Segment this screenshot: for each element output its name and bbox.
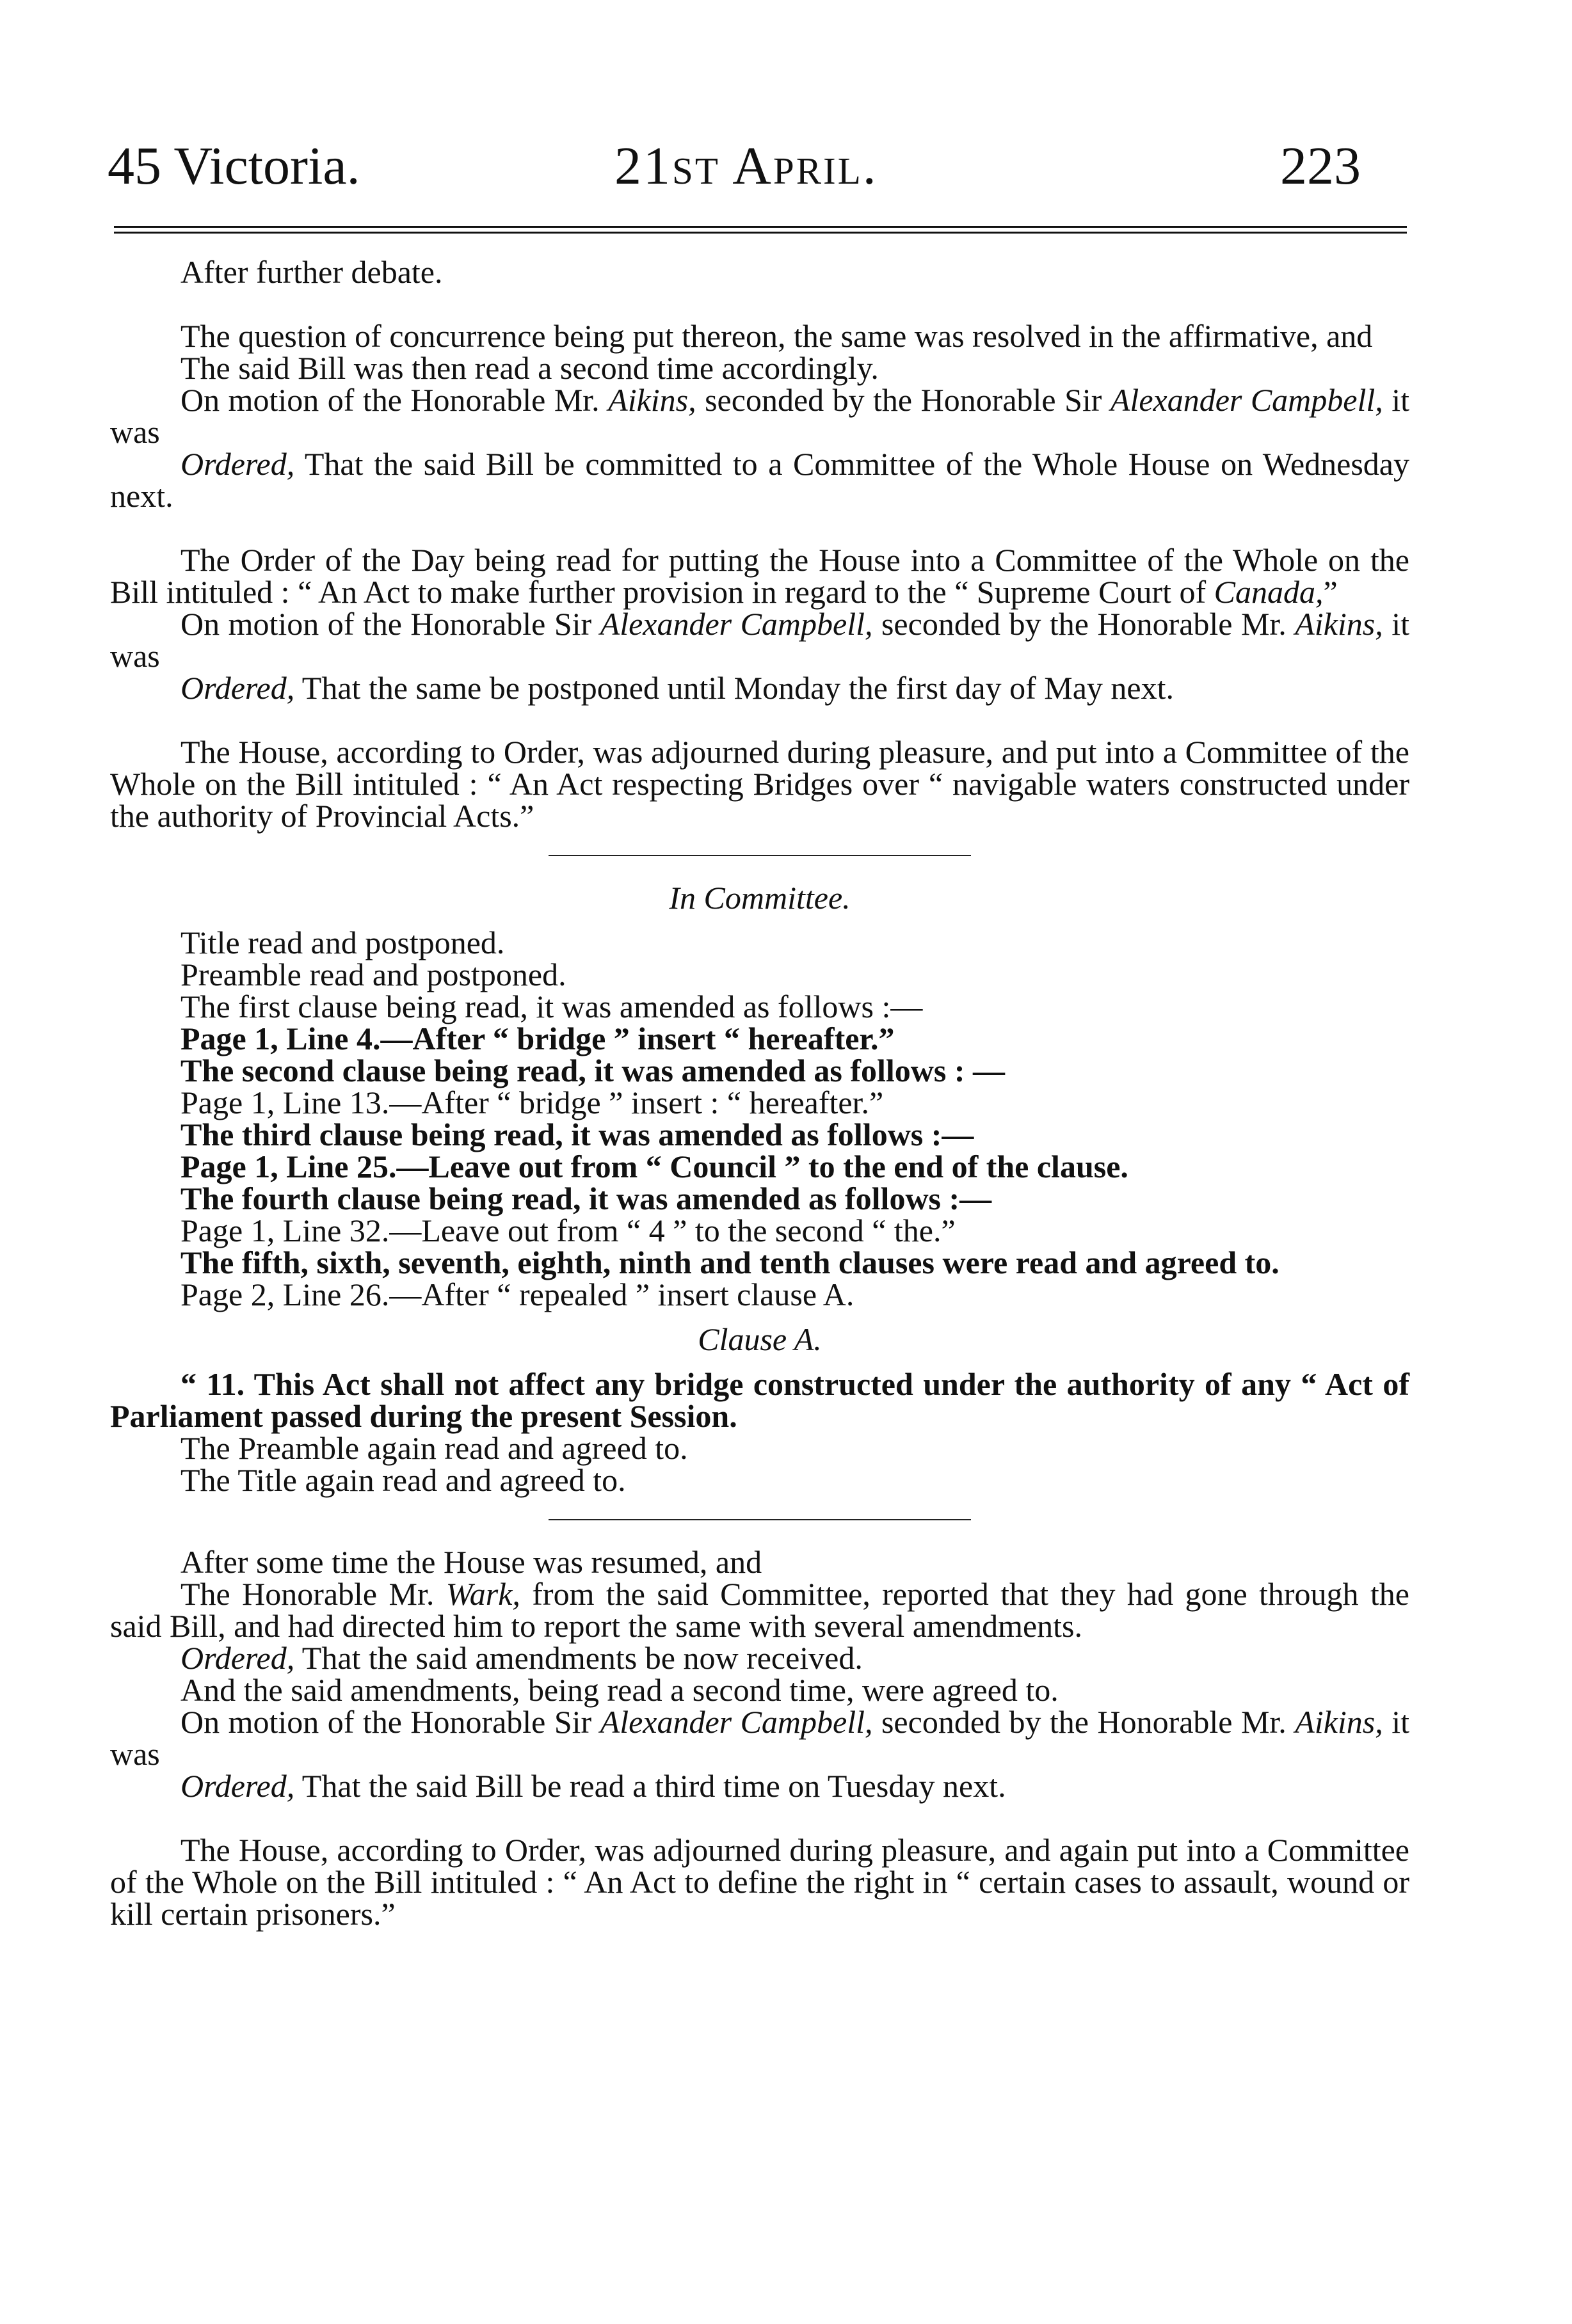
paragraph: The Honorable Mr. Wark, from the said Committee, reported that they had gone through the said Bill, and had directed him to report the same with several amendments. xyxy=(110,1576,1409,1644)
paragraph: After some time the House was resumed, and xyxy=(180,1544,762,1580)
page-number: 223 xyxy=(1280,136,1361,196)
committee-line: Page 1, Line 25.—Leave out from “ Council ” to the end of the clause. xyxy=(180,1149,1128,1184)
committee-line: Page 1, Line 13.—After “ bridge ” insert : “ hereafter.” xyxy=(180,1085,884,1120)
paragraph: And the said amendments, being read a second time, were agreed to. xyxy=(180,1672,1059,1708)
committee-line: Preamble read and postponed. xyxy=(180,957,566,992)
header-rule-bottom xyxy=(114,232,1407,234)
committee-line: The fourth clause being read, it was amended as follows :— xyxy=(180,1181,992,1216)
committee-line: Page 2, Line 26.—After “ repealed ” insert clause A. xyxy=(180,1277,854,1312)
clause-text: “ 11. This Act shall not affect any bridge constructed under the authority of any “ Act of Parliament passed during the present Session. xyxy=(110,1366,1409,1434)
paragraph: Ordered, That the same be postponed until Monday the first day of May next. xyxy=(180,670,1175,706)
paragraph: After further debate. xyxy=(180,254,443,290)
header-rule-top xyxy=(114,226,1407,228)
section-rule xyxy=(549,1519,971,1520)
committee-line: The Title again read and agreed to. xyxy=(180,1462,626,1498)
clause-heading: Clause A. xyxy=(698,1321,822,1357)
paragraph: On motion of the Honorable Mr. Aikins, seconded by the Honorable Sir Alexander Campbell, it was xyxy=(110,382,1409,450)
paragraph: The House, according to Order, was adjourned during pleasure, and put into a Committee of the Whole on the Bill intituled : “ An Act respecting Bridges over “ navigable waters constructed under the authority of Provincial Acts.” xyxy=(110,734,1409,834)
paragraph: The Order of the Day being read for putting the House into a Committee of the Whole on the Bill intituled : “ An Act to make further provision in regard to the “ Supreme Court of Canada,” xyxy=(110,542,1409,610)
header-date: 21st April. xyxy=(614,136,878,196)
committee-line: The Preamble again read and agreed to. xyxy=(180,1430,688,1466)
paragraph: The said Bill was then read a second time accordingly. xyxy=(180,350,879,386)
paragraph: The House, according to Order, was adjourned during pleasure, and again put into a Committee of the Whole on the Bill intituled : “ An Act to define the right in “ certain cases to assault, wound or kill certain prisoners.” xyxy=(110,1832,1409,1932)
header-session: 45 Victoria. xyxy=(108,136,360,196)
committee-line: Page 1, Line 4.—After “ bridge ” insert “ hereafter.” xyxy=(180,1021,895,1056)
committee-line: Page 1, Line 32.—Leave out from “ 4 ” to the second “ the.” xyxy=(180,1213,956,1248)
section-rule xyxy=(549,855,971,856)
section-heading: In Committee. xyxy=(669,880,851,916)
committee-line: The fifth, sixth, seventh, eighth, ninth and tenth clauses were read and agreed to. xyxy=(180,1245,1279,1280)
committee-line: Title read and postponed. xyxy=(180,925,505,960)
page-header xyxy=(0,131,1572,202)
committee-line: The second clause being read, it was amended as follows : — xyxy=(180,1053,1006,1088)
page-body xyxy=(110,256,1409,1930)
paragraph: On motion of the Honorable Sir Alexander Campbell, seconded by the Honorable Mr. Aikins, it was xyxy=(110,606,1409,674)
paragraph: On motion of the Honorable Sir Alexander Campbell, seconded by the Honorable Mr. Aikins, it was xyxy=(110,1704,1409,1772)
paragraph: The question of concurrence being put thereon, the same was resolved in the affirmative, and xyxy=(180,318,1373,354)
paragraph: Ordered, That the said Bill be committed to a Committee of the Whole House on Wednesday next. xyxy=(110,446,1409,514)
paragraph: Ordered, That the said Bill be read a third time on Tuesday next. xyxy=(180,1768,1006,1804)
committee-line: The third clause being read, it was amended as follows :— xyxy=(180,1117,974,1152)
committee-line: The first clause being read, it was amended as follows :— xyxy=(180,989,923,1024)
paragraph: Ordered, That the said amendments be now received. xyxy=(180,1640,863,1676)
